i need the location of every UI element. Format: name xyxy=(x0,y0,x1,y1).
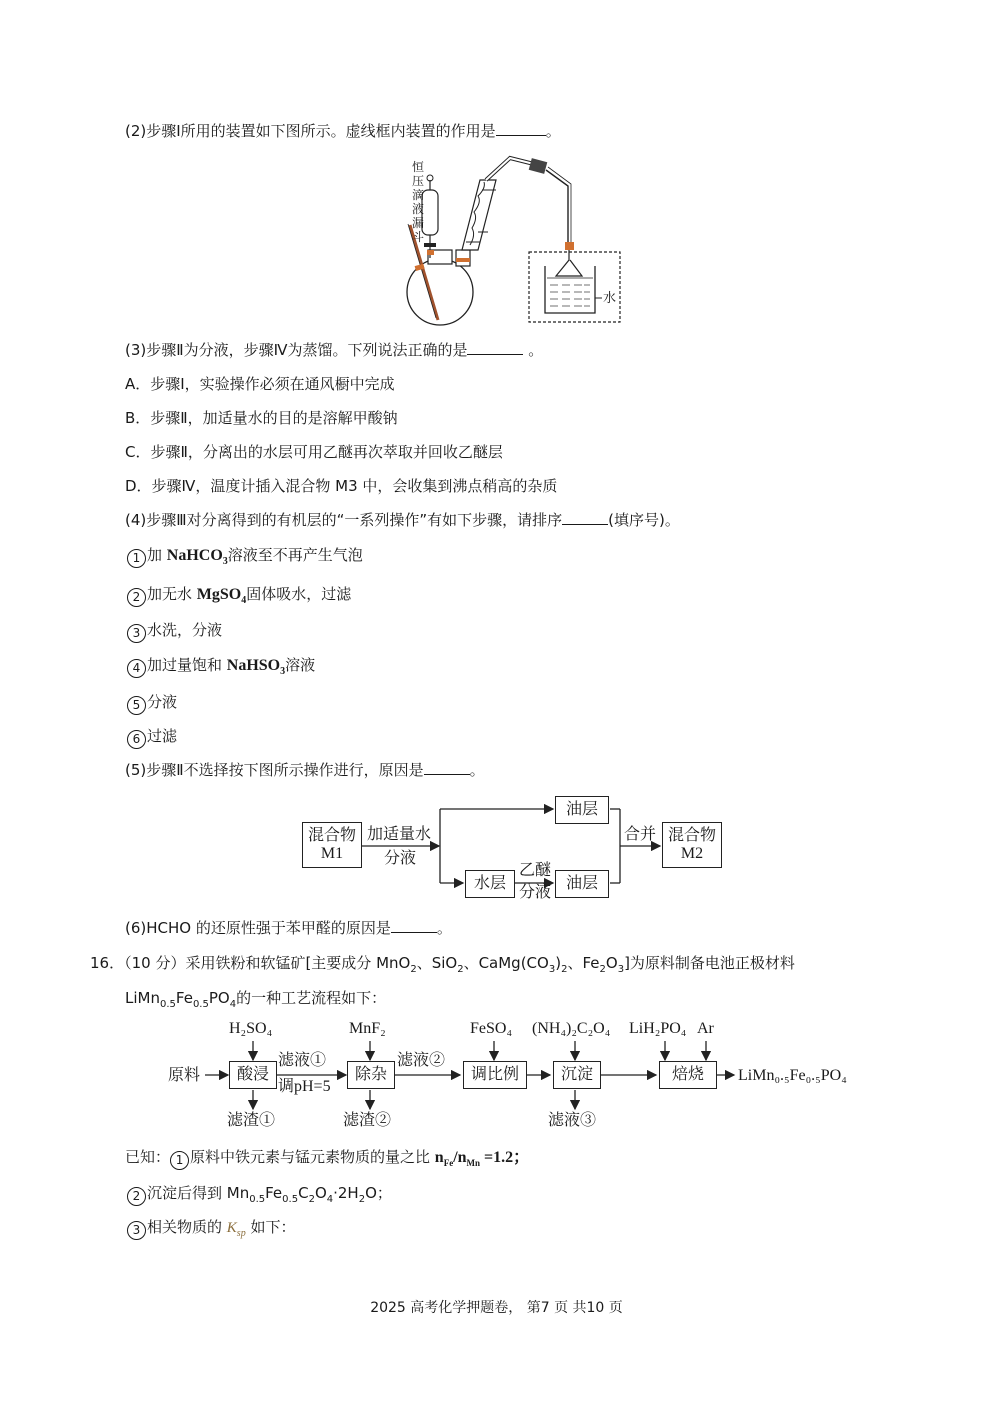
feso4-label: FeSO₄ xyxy=(470,1020,513,1037)
filtrate-1-label: 滤液① xyxy=(278,1052,327,1069)
adjust-ratio-box: 调比例 xyxy=(463,1061,527,1089)
step-6: 6 过滤 xyxy=(127,726,177,749)
ammonium-oxalate-label: (NH₄)₂C₂O₄ xyxy=(532,1020,611,1037)
option-a: A．步骤Ⅰ，实验操作必须在通风橱中完成 xyxy=(125,375,395,393)
question-3-text: (3)步骤Ⅱ为分液，步骤Ⅳ为蒸馏。下列说法正确的是 xyxy=(125,341,468,359)
step-2: 2 加无水 MgSO$_4$固体吸水，过滤 xyxy=(127,584,351,611)
circled-number: 3 xyxy=(127,624,146,643)
residue-1-label: 滤渣① xyxy=(227,1112,276,1129)
ether-label: 乙醚 xyxy=(519,862,552,879)
water-label: 水 xyxy=(603,290,617,305)
mnf2-label: MnF₂ xyxy=(349,1020,386,1037)
purify-box: 除杂 xyxy=(347,1061,395,1089)
circled-number: 2 xyxy=(127,1187,146,1206)
step-3: 3 水洗，分液 xyxy=(127,620,222,643)
argon-label: Ar xyxy=(697,1020,714,1037)
mixture-m2-box: 混合物 M2 xyxy=(662,822,722,868)
question-4 xyxy=(125,510,680,530)
mixture-m1-box: 混合物 M1 xyxy=(302,822,362,868)
answer-blank xyxy=(424,774,470,775)
question-5-end: 。 xyxy=(469,761,485,779)
merge-label: 合并 xyxy=(624,826,657,843)
oil-layer-box-2: 油层 xyxy=(555,870,609,898)
question-16-line-1: 16．（10 分）采用铁粉和软锰矿[主要成分 MnO$_2$、SiO$_2$、$CaMg(CO_3)_2$、$Fe_2O_3$]为原料制备电池正极材料 xyxy=(90,954,795,975)
circled-number: 3 xyxy=(127,1221,146,1240)
filtrate-2-label: 滤液② xyxy=(397,1052,446,1069)
acid-leach-box: 酸浸 xyxy=(229,1061,277,1089)
circled-number: 4 xyxy=(127,659,146,678)
answer-blank xyxy=(467,354,523,355)
circled-number: 2 xyxy=(127,588,146,607)
question-6 xyxy=(125,918,452,938)
ph-label: 调pH=5 xyxy=(278,1078,331,1095)
question-3 xyxy=(125,340,543,360)
step-5: 5 分液 xyxy=(127,692,177,715)
circled-number: 5 xyxy=(127,696,146,715)
raw-material-label: 原料 xyxy=(168,1067,201,1084)
question-3-end: 。 xyxy=(523,341,544,359)
h2so4-label: H₂SO₄ xyxy=(229,1020,273,1037)
question-5 xyxy=(125,760,485,780)
circled-number: 1 xyxy=(170,1151,189,1170)
page-footer: 2025 高考化学押题卷， 第7 页 共10 页 xyxy=(370,1300,623,1316)
question-6-text: (6)HCHO 的还原性强于苯甲醛的原因是 xyxy=(125,919,391,937)
add-water-label: 加适量水 xyxy=(367,826,432,843)
circled-number: 1 xyxy=(127,549,146,568)
lih2po4-label: LiH₂PO₄ xyxy=(629,1020,687,1037)
residue-2-label: 滤渣② xyxy=(343,1112,392,1129)
circled-number: 6 xyxy=(127,730,146,749)
question-2-text: (2)步骤Ⅰ所用的装置如下图所示。虚线框内装置的作用是 xyxy=(125,122,496,140)
roast-box: 焙烧 xyxy=(659,1061,717,1089)
oil-layer-box-1: 油层 xyxy=(555,796,609,824)
step-1: 1 加 NaHCO$_3$溶液至不再产生气泡 xyxy=(127,545,363,572)
apparatus-figure xyxy=(400,150,630,330)
answer-blank xyxy=(391,932,437,933)
funnel-label: 恒 压 滴 液 漏 斗 xyxy=(412,160,425,244)
question-5-text: (5)步骤Ⅱ不选择按下图所示操作进行，原因是 xyxy=(125,761,424,779)
separate-label: 分液 xyxy=(384,850,417,867)
question-2 xyxy=(125,121,561,141)
separate-label-2: 分液 xyxy=(519,884,552,901)
precipitate-box: 沉淀 xyxy=(553,1061,601,1089)
known-3: 3 相关物质的 $K_{sp}$ 如下： xyxy=(127,1217,295,1244)
option-b: B．步骤Ⅱ，加适量水的目的是溶解甲酸钠 xyxy=(125,409,398,427)
question-6-end: 。 xyxy=(436,919,452,937)
answer-blank xyxy=(562,524,608,525)
question-16-line-2: $LiMn_{0.5}Fe_{0.5}PO_4$的一种工艺流程如下： xyxy=(125,989,387,1010)
step-4: 4 加过量饱和 NaHSO$_3$溶液 xyxy=(127,655,315,682)
question-4-text: (4)步骤Ⅲ对分离得到的有机层的“一系列操作”有如下步骤，请排序 xyxy=(125,511,563,529)
product-label: LiMn₀.₅Fe₀.₅PO₄ xyxy=(738,1067,847,1084)
answer-blank xyxy=(496,135,546,136)
question-4-end: (填序号)。 xyxy=(608,511,680,529)
water-layer-box: 水层 xyxy=(465,870,515,898)
option-c: C．步骤Ⅱ，分离出的水层可用乙醚再次萃取并回收乙醚层 xyxy=(125,443,503,461)
option-d: D．步骤Ⅳ，温度计插入混合物 M3 中，会收集到沸点稍高的杂质 xyxy=(125,477,558,495)
filtrate-3-label: 滤液③ xyxy=(548,1112,597,1129)
question-2-end: 。 xyxy=(545,122,561,140)
known-1: 已知： 1 原料中铁元素与锰元素物质的量之比 $n_{Fe}/n_{Mn} =1.2$； xyxy=(125,1148,530,1168)
known-2: 2 沉淀后得到 $Mn_{0.5}Fe_{0.5}C_2O_4\cdot 2H_2O$； xyxy=(127,1183,392,1210)
